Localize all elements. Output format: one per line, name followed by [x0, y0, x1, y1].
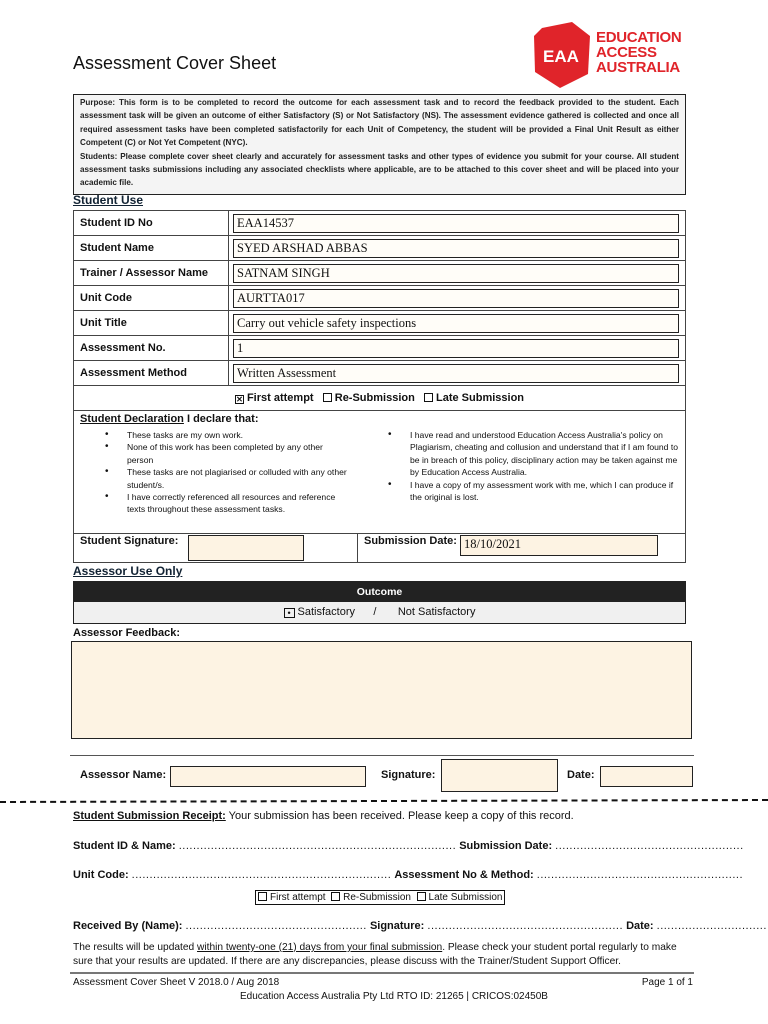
- footer-page: Page 1 of 1: [641, 977, 693, 988]
- assessor-feedback-label: Assessor Feedback:: [73, 627, 180, 639]
- declaration-item: • None of this work has been completed by any other person: [127, 441, 349, 466]
- receipt-attempts: First attempt Re-Submission Late Submission: [255, 890, 505, 905]
- receipt-signature-label: Signature:: [369, 920, 425, 932]
- student-signature-field[interactable]: [188, 535, 304, 561]
- assessor-use-heading: Assessor Use Only: [73, 564, 183, 578]
- field-label: Trainer / Assessor Name: [74, 261, 229, 286]
- student-info-row: [74, 361, 686, 386]
- footer-version: Assessment Cover Sheet V 2018.0 / Aug 2018: [73, 977, 280, 988]
- assessor-date-label: Date:: [567, 769, 595, 781]
- student-signature-label: Student Signature:: [80, 535, 179, 547]
- field-value[interactable]: Carry out vehicle safety inspections: [233, 314, 679, 333]
- receipt-heading: Student Submission Receipt:: [73, 810, 226, 822]
- students-text: Students: Please complete cover sheet clearly and accurately for assessment tasks and other types of evidence you submit for your course. All student assessment tasks submissions including any associated checklists where applicable, are to be attached to this cover sheet and will be placed into your academic file.: [80, 151, 679, 188]
- field-label: Assessment No.: [74, 336, 229, 361]
- logo-line: ACCESS: [596, 44, 657, 61]
- outcome-header: Outcome: [73, 581, 686, 603]
- assessor-name-label: Assessor Name:: [80, 769, 167, 781]
- field-value[interactable]: EAA14537: [233, 214, 679, 233]
- receipt-assessment-label: Assessment No & Method:: [394, 869, 534, 881]
- field-value[interactable]: AURTTA017: [233, 289, 679, 308]
- declaration-heading-rest: I declare that:: [183, 413, 259, 425]
- attempt-first[interactable]: ✕ First attempt: [236, 392, 314, 404]
- purpose-box: [73, 94, 686, 195]
- checkbox-icon[interactable]: [323, 393, 332, 402]
- attempt-resubmission[interactable]: Re-Submission: [323, 392, 415, 404]
- receipt-date-label: Date:: [626, 920, 654, 932]
- receipt-intro: Your submission has been received. Please keep a copy of this record.: [225, 810, 574, 822]
- page-title: Assessment Cover Sheet: [73, 53, 277, 73]
- attempt-late[interactable]: Late Submission: [424, 392, 524, 404]
- student-info-row: [74, 211, 686, 236]
- receipt-submission-date-label: Submission Date:: [459, 840, 553, 852]
- logo-line: EDUCATION: [596, 29, 682, 46]
- outcome-separator: /: [373, 606, 377, 618]
- outcome-row: [73, 602, 686, 624]
- not-satisfactory-option[interactable]: Not Satisfactory: [397, 606, 476, 618]
- student-info-row: [74, 236, 686, 261]
- field-label: Student ID No: [74, 211, 229, 236]
- student-use-heading: Student Use: [73, 193, 144, 207]
- field-value[interactable]: SATNAM SINGH: [233, 264, 679, 283]
- field-value[interactable]: 1: [233, 339, 679, 358]
- student-declaration: [73, 410, 686, 563]
- receipt-unit-code-label: Unit Code:: [73, 869, 129, 881]
- assessor-date-field[interactable]: [600, 766, 693, 787]
- checkbox-icon[interactable]: [258, 892, 267, 901]
- attempt-row: [74, 386, 686, 411]
- field-label: Unit Title: [74, 311, 229, 336]
- declaration-heading: Student Declaration: [80, 413, 184, 425]
- cut-line: [0, 799, 768, 803]
- submission-date-label: Submission Date:: [364, 535, 457, 547]
- logo: [532, 22, 692, 88]
- purpose-text: Purpose: This form is to be completed to record the outcome for each assessment task and to record the feedback provided to the student. Each assessment task will be given an outcome of either Satisfactory (S) or Not Satisfactory (NS). The assessment evidence gathered is collected and once all required assessment tasks have been completed satisfactorily for each Unit of Competency, the student will be provided a Final Unit Result as either Competent (C) or Not Yet Competent (NYC).: [80, 98, 679, 148]
- field-label: Unit Code: [74, 286, 229, 311]
- field-label: Assessment Method: [74, 361, 229, 386]
- declaration-item: • These tasks are not plagiarised or colluded with any other student/s.: [127, 466, 349, 491]
- checkbox-icon[interactable]: [424, 393, 433, 402]
- receipt-id-name-label: Student ID & Name:: [73, 840, 176, 852]
- student-info-row: [74, 286, 686, 311]
- checkbox-checked-icon[interactable]: ✕: [236, 395, 243, 404]
- satisfactory-option[interactable]: • Satisfactory: [284, 606, 355, 618]
- selected-box-icon[interactable]: •: [284, 608, 295, 618]
- svg-text:EAA: EAA: [543, 47, 579, 66]
- declaration-item: • I have a copy of my assessment work with me, which I can produce if the original is lost.: [410, 479, 680, 504]
- field-value[interactable]: SYED ARSHAD ABBAS: [233, 239, 679, 258]
- student-info-row: [74, 311, 686, 336]
- declaration-item: • I have correctly referenced all resources and reference texts throughout these assessment tasks.: [127, 491, 349, 516]
- results-note: The results will be updated within twenty-one (21) days from your final submission. Please check your student portal regularly to make sure that your results are updated. If there are any discrepancies, please discuss with the Trainer/Student Support Officer.: [73, 942, 677, 967]
- received-by-label: Received By (Name):: [73, 920, 183, 932]
- field-value[interactable]: Written Assessment: [233, 364, 679, 383]
- footer-org: Education Access Australia Pty Ltd RTO ID: 21265 | CRICOS:02450B: [240, 991, 548, 1002]
- assessor-signature-label: Signature:: [381, 769, 436, 781]
- assessor-feedback-field[interactable]: [71, 641, 692, 739]
- assessor-signature-field[interactable]: [441, 759, 558, 792]
- eaa-shield-icon: [532, 22, 592, 88]
- assessor-name-field[interactable]: [170, 766, 366, 787]
- declaration-item: • These tasks are my own work.: [127, 429, 349, 441]
- student-info-row: [74, 261, 686, 286]
- declaration-item: • I have read and understood Education Access Australia's policy on Plagiarism, cheating and collusion and understand that if I am found to be in breach of this policy, disciplinary action may be taken against me by Education Access Australia.: [410, 429, 680, 479]
- checkbox-icon[interactable]: [331, 892, 340, 901]
- logo-line: AUSTRALIA: [596, 59, 680, 76]
- student-info-row: [74, 336, 686, 361]
- student-info-table: [73, 210, 686, 411]
- checkbox-icon[interactable]: [417, 892, 426, 901]
- submission-date-field[interactable]: 18/10/2021: [460, 535, 658, 556]
- field-label: Student Name: [74, 236, 229, 261]
